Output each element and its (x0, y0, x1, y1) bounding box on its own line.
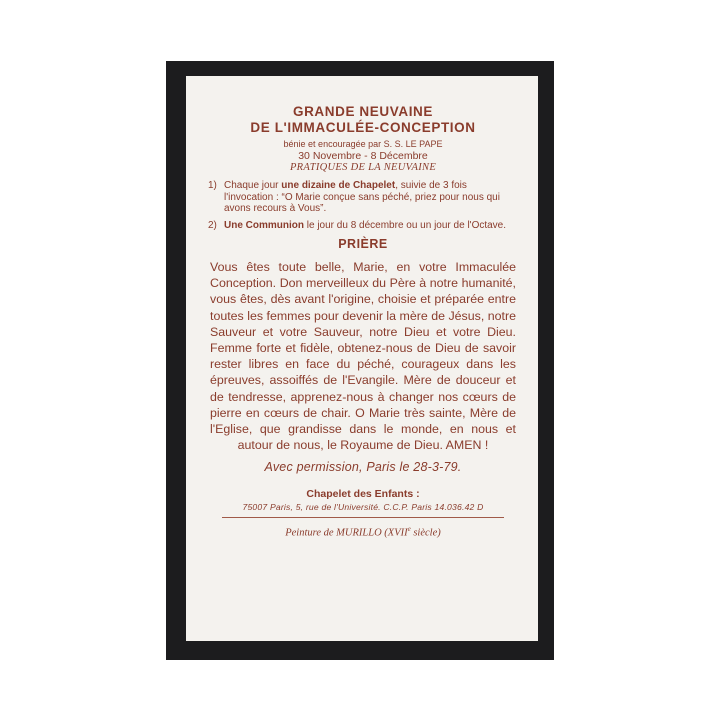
practice-pre: Chaque jour (224, 180, 282, 191)
practice-item-2 (208, 220, 518, 232)
title-line-2: DE L'IMMACULÉE-CONCEPTION (250, 120, 476, 135)
practice-post: , suivie de 3 fois l'invocation : “O Marie conçue sans péché, priez pour nous qui avons recours à Vous”. (224, 180, 500, 214)
practice-bold: une dizaine de Chapelet (281, 180, 396, 191)
prayer-heading: PRIÈRE (338, 237, 388, 251)
practice-post: le jour du 8 décembre ou un jour de l'Octave. (304, 219, 507, 231)
painter-prefix: Peinture de MURILLO (XVII (285, 527, 408, 539)
prayer-text: Vous êtes toute belle, Marie, en votre Immaculée Conception. Don merveilleux du Père à notre humanité, vous êtes, dès avant l'origine, choisie et préparée entre toutes les femmes pour devenir la mère de Jésus, notre Sauveur et votre Sauveur, notre Dieu et votre Dieu. Femme forte et fidèle, obtenez-nous de Dieu de savoir rester libres en face du péché, courageux dans les épreuves, assoiffés de l'Evangile. Mère de douceur et de tendresse, apprenez-nous à changer nos cœurs de pierre en cœurs de chair. O Marie très sainte, Mère de l'Eglise, que grandisse dans le monde, en nous et autour de nous, le Royaume de Dieu. AMEN ! (210, 260, 516, 453)
painter-sup: e (407, 525, 411, 534)
practice-item-1 (208, 180, 518, 215)
painter-suffix: siècle) (410, 527, 441, 539)
publisher-name: Chapelet des Enfants : (306, 488, 420, 501)
title-line-1: GRANDE NEUVAINE (292, 104, 433, 119)
practice-number: 1) (208, 180, 217, 191)
card-title (208, 104, 518, 136)
practice-number: 2) (208, 219, 217, 231)
painting-credit (208, 525, 518, 539)
practices-list (208, 180, 518, 231)
publisher-address: 75007 Paris, 5, rue de l'Université. C.C.P. Paris 14.036.42 D (242, 502, 484, 513)
permission-line: Avec permission, Paris le 28-3-79. (264, 460, 462, 475)
practice-text (224, 220, 518, 232)
practice-bold: Une Communion (224, 219, 304, 231)
footer-divider (222, 517, 504, 518)
practice-text (224, 180, 518, 215)
blessing-line: bénie et encouragée par S. S. LE PAPE (283, 139, 443, 149)
practices-heading: PRATIQUES DE LA NEUVAINE (289, 162, 437, 173)
prayer-card (186, 76, 538, 641)
novena-dates: 30 Novembre - 8 Décembre (298, 150, 428, 162)
